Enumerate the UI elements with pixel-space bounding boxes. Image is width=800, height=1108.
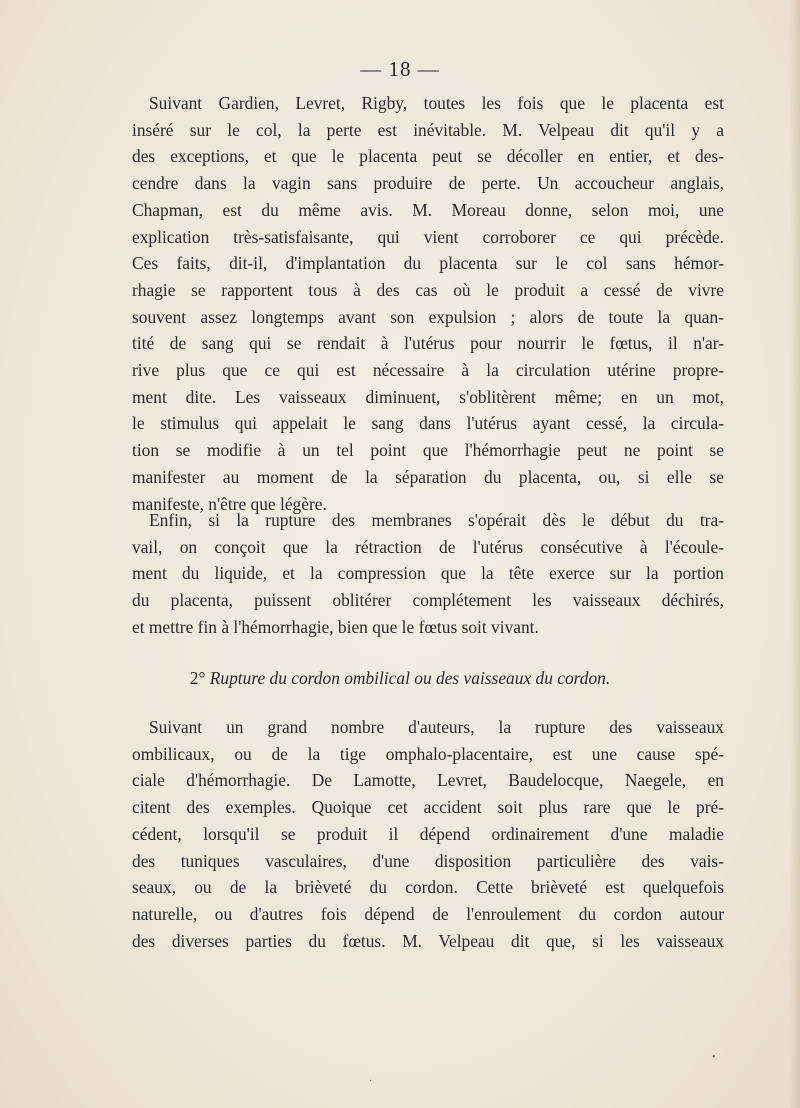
text-line: inséré sur le col, la perte est inévitable. M. Velpeau dit qu'il y a: [132, 119, 724, 140]
text-line: citent des exemples. Quoique cet accident soit plus rare que le pré-: [132, 797, 724, 818]
section-heading-title: Rupture du cordon ombilical ou des vaisseaux du cordon.: [209, 668, 611, 688]
text-line: ment du liquide, et la compression que la tête exerce sur la portion: [132, 563, 724, 584]
paragraph-2: [132, 507, 724, 641]
text-line: des tuniques vasculaires, d'une disposition particulière des vais-: [132, 850, 724, 871]
section-heading: [0, 665, 800, 691]
page-edge-shadow: [790, 0, 800, 1108]
text-line: rhagie se rapportent tous à des cas où le produit a cessé de vivre: [132, 279, 724, 300]
text-line: manifeste, n'être que légère.: [132, 493, 327, 514]
text-line: cendre dans la vagin sans produire de perte. Un accoucheur anglais,: [132, 173, 724, 194]
ink-speck: ·: [369, 1076, 373, 1087]
text-line: et mettre fin à l'hémorrhagie, bien que le fœtus soit vivant.: [132, 616, 539, 637]
text-line: Enfin, si la rupture des membranes s'opérait dès le début du tra-: [149, 510, 724, 530]
text-line: Suivant un grand nombre d'auteurs, la rupture des vaisseaux: [149, 717, 724, 737]
text-line: ment dite. Les vaisseaux diminuent, s'oblitèrent même; en un mot,: [132, 386, 724, 407]
text-line: ciale d'hémorrhagie. De Lamotte, Levret, Baudelocque, Naegele, en: [132, 770, 724, 791]
text-line: rive plus que ce qui est nécessaire à la circulation utérine propre-: [132, 360, 724, 381]
text-line: manifester au moment de la séparation du placenta, ou, si elle se: [132, 466, 724, 487]
text-line: des diverses parties du fœtus. M. Velpeau dit que, si les vaisseaux: [132, 930, 724, 951]
section-heading-number: 2°: [189, 668, 206, 688]
text-line: le stimulus qui appelait le sang dans l'utérus ayant cessé, la circula-: [132, 413, 724, 434]
text-line: tité de sang qui se rendait à l'utérus pour nourrir le fœtus, il n'ar-: [132, 333, 724, 354]
page-number: — 18 —: [360, 57, 440, 81]
text-line: explication très-satisfaisante, qui vient corroborer ce qui précède.: [132, 226, 724, 247]
text-line: tion se modifie à un tel point que l'hémorrhagie peut ne point se: [132, 440, 724, 461]
paragraph-3: [132, 714, 724, 954]
text-line: des exceptions, et que le placenta peut se décoller en entier, et des-: [132, 146, 724, 167]
paragraph-1: [132, 90, 724, 517]
text-line: Ces faits, dit-il, d'implantation du placenta sur le col sans hémor-: [132, 253, 724, 274]
text-line: cédent, lorsqu'il se produit il dépend ordinairement d'une maladie: [132, 823, 724, 844]
text-line: Chapman, est du même avis. M. Moreau donne, selon moi, une: [132, 199, 724, 220]
text-line: vail, on conçoit que la rétraction de l'utérus consécutive à l'écoule-: [132, 536, 724, 557]
text-line: du placenta, puissent oblitérer complétement les vaisseaux déchirés,: [132, 590, 724, 611]
text-line: ombilicaux, ou de la tige omphalo-placentaire, est une cause spé-: [132, 743, 724, 764]
text-line: naturelle, ou d'autres fois dépend de l'enroulement du cordon autour: [132, 903, 724, 924]
text-line: Suivant Gardien, Levret, Rigby, toutes les fois que le placenta est: [149, 93, 724, 113]
text-line: souvent assez longtemps avant son expulsion ; alors de toute la quan-: [132, 306, 724, 327]
text-line: seaux, ou de la brièveté du cordon. Cette brièveté est quelquefois: [132, 877, 724, 898]
ink-speck: •: [712, 1052, 716, 1063]
